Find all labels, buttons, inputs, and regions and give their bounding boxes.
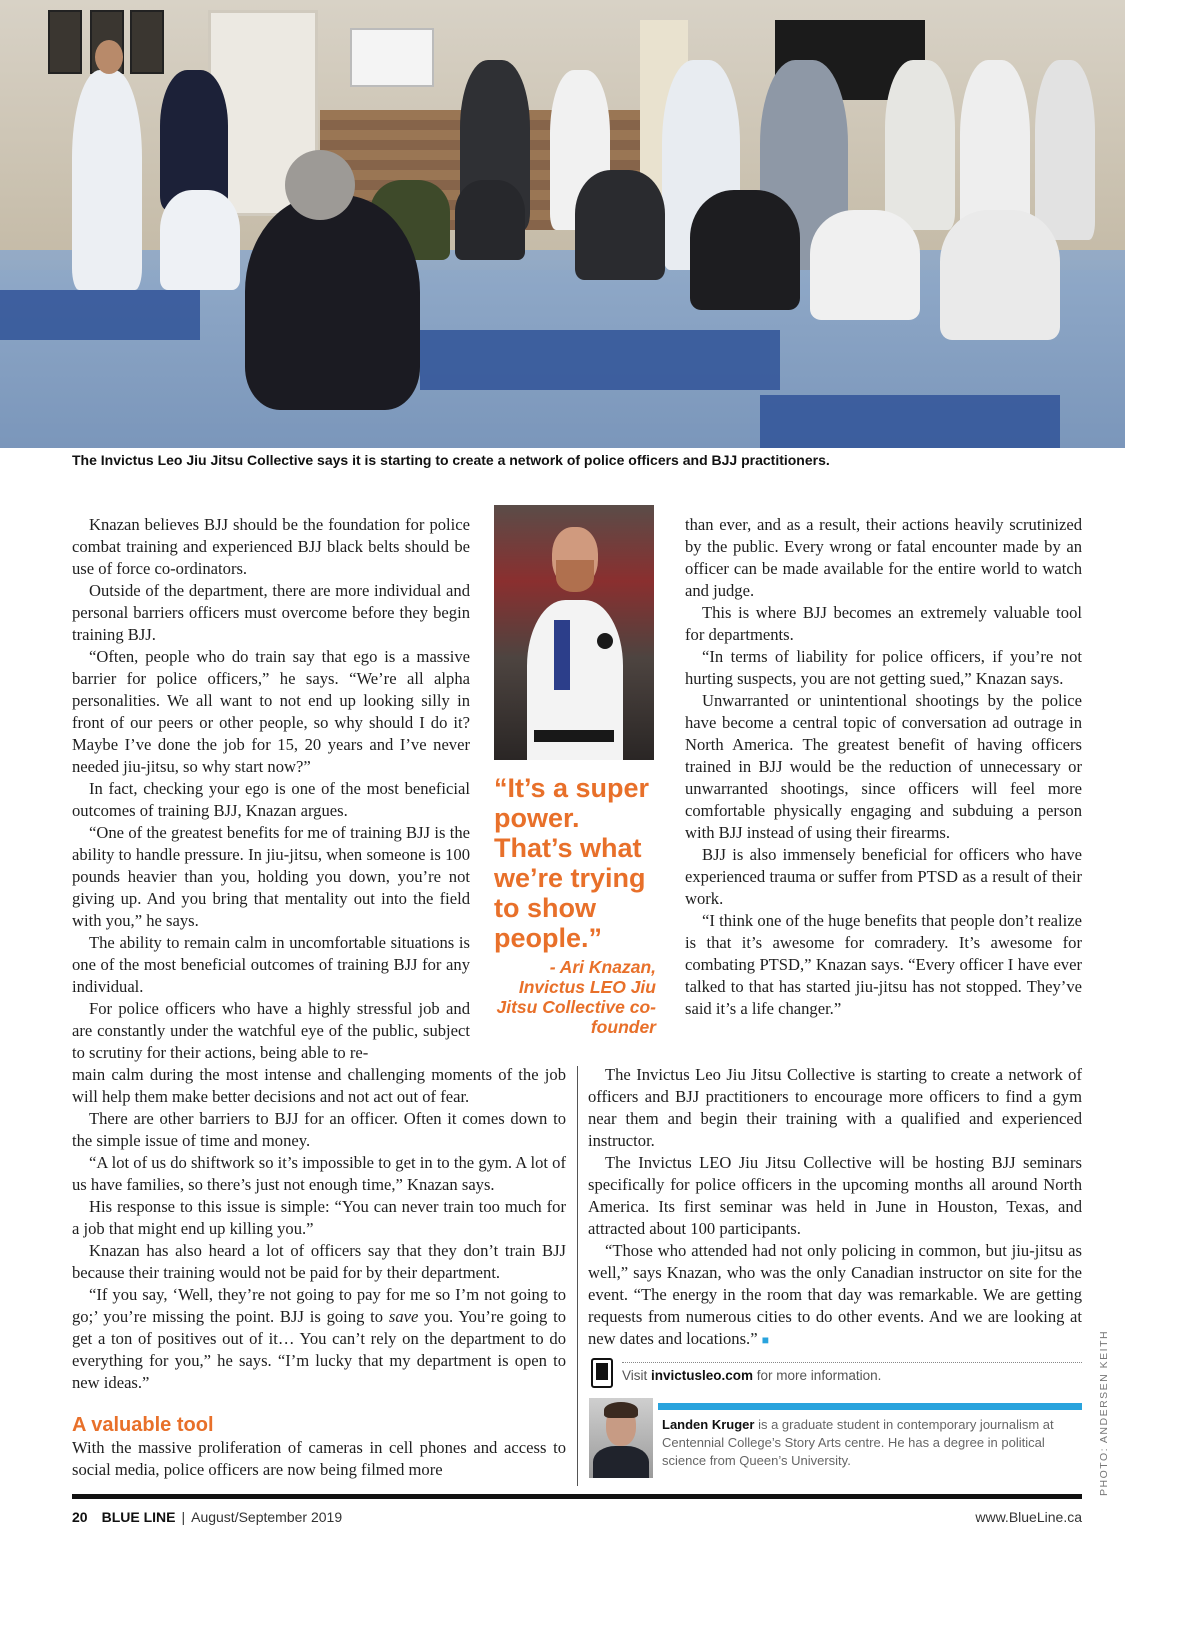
whiteboard <box>350 28 434 87</box>
person <box>160 190 240 290</box>
paragraph: main calm during the most intense and challenging moments of the job will help them make better decisions and not act out of fear. <box>72 1065 566 1106</box>
instructor-head <box>285 150 355 220</box>
author-photo <box>589 1398 653 1478</box>
paragraph <box>72 1284 566 1394</box>
person-head <box>95 40 123 74</box>
visit-line <box>622 1368 881 1383</box>
footer-rule <box>72 1494 1082 1499</box>
wall-frame <box>48 10 82 74</box>
visit-prefix: Visit <box>622 1368 652 1383</box>
gi-patch <box>554 620 570 690</box>
kneeling-instructor <box>245 195 420 410</box>
page-number: 20 <box>72 1509 88 1525</box>
paragraph: “In terms of liability for police officers, if you’re not hurting suspects, you are not getting sued,” Knazan says. <box>685 647 1082 688</box>
paragraph: BJJ is also immensely beneficial for officers who have experienced trauma or suffer from PTSD as a result of their work. <box>685 845 1082 908</box>
portrait-photo <box>494 505 654 760</box>
issue-date: August/September 2019 <box>191 1509 343 1525</box>
black-belt <box>534 730 614 742</box>
paragraph: Outside of the department, there are more individual and personal barriers officers must overcome before they begin training BJJ. <box>72 581 470 644</box>
person <box>72 70 142 290</box>
paragraph: This is where BJJ becomes an extremely valuable tool for departments. <box>685 603 1082 644</box>
person <box>885 60 955 230</box>
person <box>575 170 665 280</box>
mat-panel <box>0 290 200 340</box>
column-rule <box>577 1066 578 1486</box>
text-run: “Those who attended had not only policing in common, but jiu-jitsu as well,” says Knazan, who was the only Canadian instructor on site for the event. “The energy in the room that day was remarkable. We are getting requests from numerous cities to do other events. And we are looking at new dates and locations.” <box>588 1241 1082 1348</box>
bio-bar <box>658 1403 1082 1410</box>
paragraph: “Often, people who do train say that ego is a massive barrier for police officers,” he says. “We’re all alpha personalities. We all want to not end up looking silly in front of our peers or other people, so why should I do it? Maybe I’ve done the job for 15, 20 years and I’ve never needed jiu-jitsu, so why start now?” <box>72 647 470 776</box>
left-wide-column <box>72 1064 566 1394</box>
visit-suffix: for more information. <box>753 1368 882 1383</box>
paragraph: “I think one of the huge benefits that people don’t realize is that it’s awesome for comradery. It’s awesome for combating PTSD,” Knazan says. “Every officer I have ever talked to that has started jiu-jitsu has not stopped. They’ve said it’s a life changer.” <box>685 911 1082 1018</box>
person <box>810 210 920 320</box>
pull-quote-attribution: - Ari Knazan, Invictus LEO Jiu Jitsu Collective co-founder <box>496 957 656 1037</box>
hero-photo <box>0 0 1125 448</box>
person <box>455 180 525 260</box>
paragraph: Knazan has also heard a lot of officers say that they don’t train BJJ because their training would not be paid for by their department. <box>72 1241 566 1282</box>
person <box>1035 60 1095 240</box>
paragraph: Knazan believes BJJ should be the foundation for police combat training and experienced BJJ black belts should be use of force co-ordinators. <box>72 515 470 578</box>
paragraph: The Invictus Leo Jiu Jitsu Collective is starting to create a network of officers and BJJ practitioners to encourage more officers to find a gym near them and begin their training with a qualified and experienced instructor. <box>588 1065 1082 1150</box>
paragraph: The Invictus LEO Jiu Jitsu Collective will be hosting BJJ seminars specifically for police officers in the upcoming months all around North America. Its first seminar was held in June in Houston, Texas, and attracted about 100 participants. <box>588 1153 1082 1238</box>
right-wide-column <box>588 1064 1082 1351</box>
paragraph: than ever, and as a result, their actions heavily scrutinized by the public. Every wrong or fatal encounter made by an officer can be made available for the entire world to watch and judge. <box>685 515 1082 600</box>
footer-url[interactable]: www.BlueLine.ca <box>975 1509 1082 1525</box>
author-body <box>593 1446 649 1478</box>
end-mark: ■ <box>761 1333 769 1347</box>
person <box>160 70 228 210</box>
paragraph: Unwarranted or unintentional shootings by the police have become a central topic of conversation ad outrage in North America. The greatest benefit of having officers trained in BJJ would be the reduction of unnecessary or unwarranted shootings, since officers will feel more comfortable physically engaging and subduing a person with BJJ instead of using their firearms. <box>685 691 1082 842</box>
section-subhead: A valuable tool <box>72 1414 214 1436</box>
mat-panel <box>760 395 1060 448</box>
photo-credit: PHOTO: ANDERSEN KEITH <box>1098 1329 1110 1496</box>
person <box>940 210 1060 340</box>
right-column <box>685 514 1082 1020</box>
author-bio-text: is a graduate student in contemporary journalism at Centennial College’s Story Arts centre. He has a degree in political science from Queen’s University. <box>662 1417 1054 1468</box>
paragraph: With the massive proliferation of cameras in cell phones and access to social media, police officers are now being filmed more <box>72 1438 566 1479</box>
paragraph: In fact, checking your ego is one of the most beneficial outcomes of training BJJ, Knazan argues. <box>72 779 470 820</box>
phone-icon <box>591 1358 613 1388</box>
photo-caption: The Invictus Leo Jiu Jitsu Collective says it is starting to create a network of police officers and BJJ practitioners. <box>72 452 830 468</box>
pull-quote: “It’s a super power. That’s what we’re trying to show people.” <box>494 773 650 953</box>
magazine-name: BLUE LINE <box>101 1509 176 1525</box>
mat-panel <box>420 330 780 390</box>
paragraph: The ability to remain calm in uncomfortable situations is one of the most beneficial outcomes of training BJJ for any individual. <box>72 933 470 996</box>
text-run: “If you say, ‘Well, they’re not going to pay for me so I’m not going to go;’ you’re missing the point. BJJ is going to <box>72 1285 566 1326</box>
dotted-rule <box>622 1362 1082 1363</box>
gi-badge <box>597 633 613 649</box>
website-link[interactable]: invictusleo.com <box>651 1368 754 1383</box>
wall-frame <box>130 10 164 74</box>
footer-separator: | <box>181 1509 186 1525</box>
paragraph: “A lot of us do shiftwork so it’s impossible to get in to the gym. A lot of us have families, so there’s just not enough time,” Knazan says. <box>72 1153 566 1194</box>
paragraph: For police officers who have a highly stressful job and are constantly under the watchful eye of the public, subject to scrutiny for their actions, being able to re- <box>72 999 470 1062</box>
footer <box>72 1509 1082 1525</box>
paragraph: “One of the greatest benefits for me of training BJJ is the ability to handle pressure. In jiu-jitsu, when someone is 100 pounds heavier than you, holding you down, you’re not giving up. And you bring that mentality out into the field with you,” he says. <box>72 823 470 930</box>
paragraph: His response to this issue is simple: “You can never train too much for a job that might end up killing you.” <box>72 1197 566 1238</box>
author-hair <box>604 1402 638 1418</box>
person <box>690 190 800 310</box>
paragraph <box>588 1240 1082 1351</box>
author-bio <box>662 1416 1082 1470</box>
paragraph: There are other barriers to BJJ for an officer. Often it comes down to the simple issue of time and money. <box>72 1109 566 1150</box>
portrait-beard <box>556 560 594 592</box>
left-column <box>72 514 470 1064</box>
emphasis: save <box>388 1307 419 1326</box>
text-run: you. You’re going to get a ton of positives out of it… You can’t rely on the department to do everything for you,” he says. “I’m lucky that my department is open to new ideas.” <box>72 1307 566 1392</box>
author-name: Landen Kruger <box>662 1417 755 1432</box>
